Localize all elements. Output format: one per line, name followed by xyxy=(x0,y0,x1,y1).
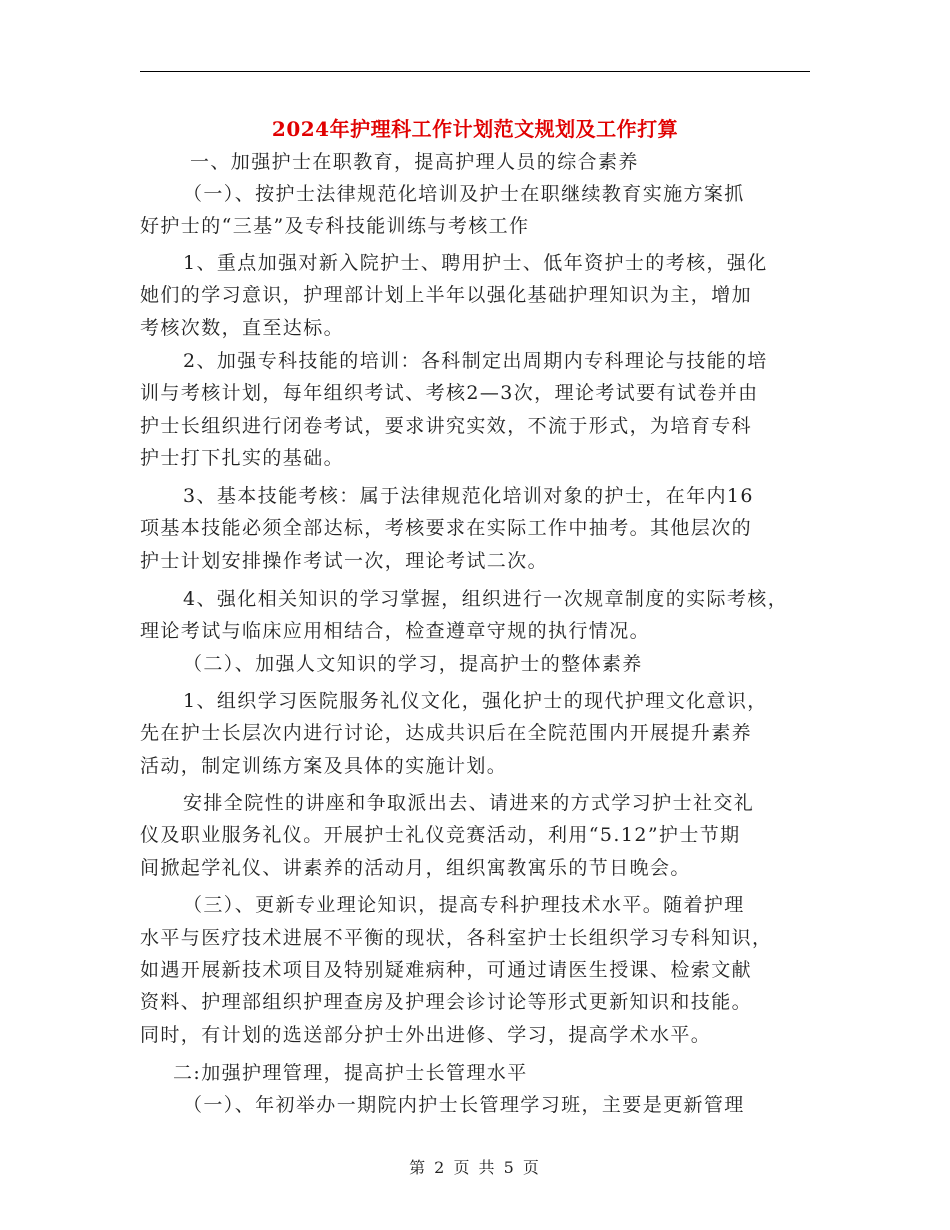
paragraph-line: 水平与医疗技术进展不平衡的现状，各科室护士长组织学习专科知识， xyxy=(140,927,773,949)
paragraph-line: 2、加强专科技能的培训：各科制定出周期内专科理论与技能的培 xyxy=(183,350,768,372)
paragraph-line: 3、基本技能考核：属于法律规范化培训对象的护士，在年内16 xyxy=(183,485,754,507)
paragraph-line: 4、强化相关知识的学习掌握，组织进行一次规章制度的实际考核， xyxy=(183,588,789,610)
paragraph-line: 护士计划安排操作考试一次，理论考试二次。 xyxy=(140,550,549,572)
paragraph-line: 仪及职业服务礼仪。开展护士礼仪竞赛活动，利用“5.12”护士节期 xyxy=(140,824,741,846)
document-title: 2024年护理科工作计划范文规划及工作打算 xyxy=(271,117,679,141)
paragraph-line: 活动，制定训练方案及具体的实施计划。 xyxy=(140,755,508,777)
paragraph-line: 1、组织学习医院服务礼仪文化，强化护士的现代护理文化意识， xyxy=(183,690,768,712)
paragraph-line: 1、重点加强对新入院护士、聘用护士、低年资护士的考核，强化 xyxy=(183,252,768,274)
paragraph-line: 护士打下扎实的基础。 xyxy=(140,447,345,469)
paragraph-line: （一）、按护士法律规范化培训及护士在职继续教育实施方案抓 xyxy=(183,183,745,205)
paragraph-line: 二:加强护理管理，提高护士长管理水平 xyxy=(173,1062,528,1084)
page-footer: 第 2 页 共 5 页 xyxy=(409,1158,541,1177)
paragraph-line: （一）、年初举办一期院内护士长管理学习班，主要是更新管理 xyxy=(183,1094,745,1116)
paragraph-line: 如遇开展新技术项目及特别疑难病种，可通过请医生授课、检索文献 xyxy=(140,959,753,981)
paragraph-line: 安排全院性的讲座和争取派出去、请进来的方式学习护士社交礼 xyxy=(183,792,755,814)
paragraph-line: 同时，有计划的选送部分护士外出进修、学习，提高学术水平。 xyxy=(140,1024,712,1046)
paragraph-line: 护士长组织进行闭卷考试，要求讲究实效，不流于形式，为培育专科 xyxy=(140,415,753,437)
paragraph-line: 考核次数，直至达标。 xyxy=(140,317,345,339)
paragraph-line: 项基本技能必须全部达标，考核要求在实际工作中抽考。其他层次的 xyxy=(140,517,753,539)
header-rule xyxy=(140,71,810,72)
paragraph-line: 训与考核计划，每年组织考试、考核2—3次，理论考试要有试卷并由 xyxy=(140,382,759,404)
paragraph-line: 先在护士长层次内进行讨论，达成共识后在全院范围内开展提升素养 xyxy=(140,722,753,744)
paragraph-line: 间掀起学礼仪、讲素养的活动月，组织寓教寓乐的节日晚会。 xyxy=(140,857,691,879)
paragraph-line: 资料、护理部组织护理查房及护理会诊讨论等形式更新知识和技能。 xyxy=(140,991,753,1013)
paragraph-line: 好护士的“三基”及专科技能训练与考核工作 xyxy=(140,215,530,237)
paragraph-line: （二）、加强人文知识的学习，提高护士的整体素养 xyxy=(183,653,643,675)
paragraph-line: 理论考试与临床应用相结合，检查遵章守规的执行情况。 xyxy=(140,620,651,642)
paragraph-line: （三）、更新专业理论知识，提高专科护理技术水平。随着护理 xyxy=(183,894,745,916)
paragraph-line: 一、加强护士在职教育，提高护理人员的综合素养 xyxy=(190,151,639,173)
paragraph-line: 她们的学习意识，护理部计划上半年以强化基础护理知识为主，增加 xyxy=(140,284,753,306)
